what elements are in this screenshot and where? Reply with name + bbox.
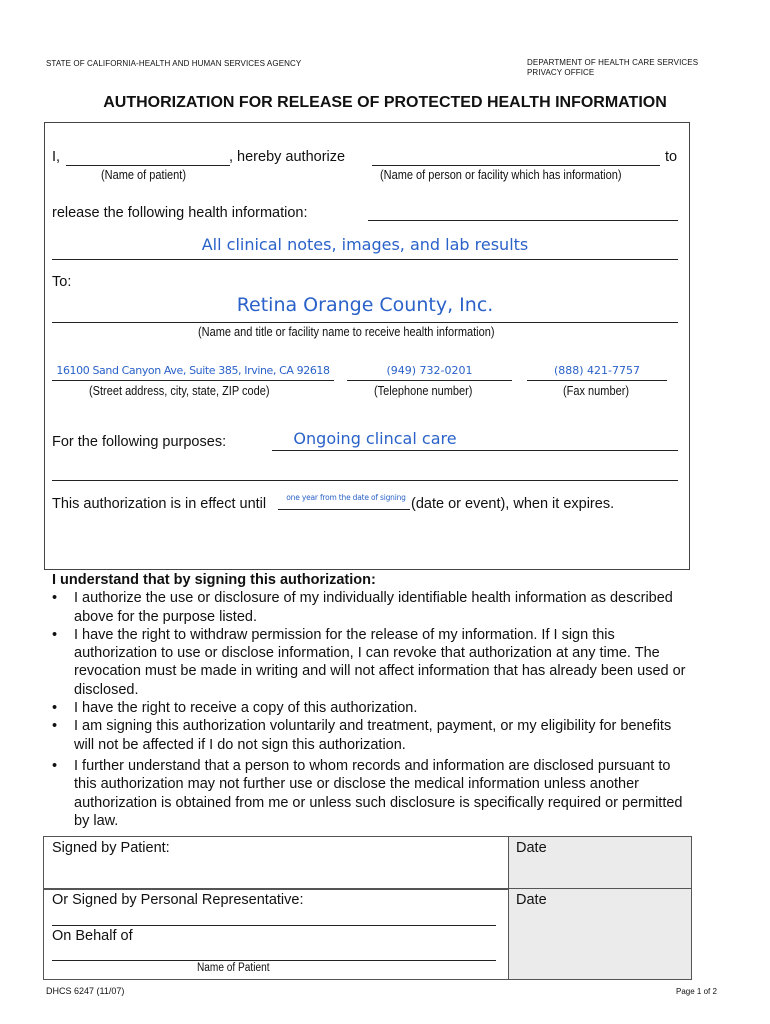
authorize-label: , hereby authorize <box>229 149 346 165</box>
purpose-line <box>272 450 678 451</box>
understand-section <box>52 571 692 830</box>
to-label: To: <box>52 274 72 290</box>
understand-item: • I am signing this authorization voluntarily and treatment, payment, or my eligibility for benefits will not be affected if I do not sign this authorization. <box>52 718 672 753</box>
fax-field[interactable]: (888) 421-7757 <box>553 364 641 377</box>
purpose-field[interactable]: Ongoing clincal care <box>293 429 457 448</box>
purpose-label: For the following purposes: <box>52 434 227 450</box>
name-of-patient-caption: Name of Patient <box>197 962 270 974</box>
health-info-field[interactable]: All clinical notes, images, and lab results <box>201 235 529 254</box>
patient-signature-label: Signed by Patient: <box>52 840 170 856</box>
behalf-line[interactable] <box>52 960 496 961</box>
behalf-label: On Behalf of <box>52 928 133 944</box>
patient-name-field[interactable] <box>66 165 230 166</box>
page-number: Page 1 of 2 <box>676 987 717 996</box>
effect-field[interactable]: one year from the date of signing <box>286 493 406 502</box>
understand-item: • I have the right to withdraw permission for the release of my information. If I sign this authorization to use or disclose information, I can revoke that authorization at any time. The revocation must be made in writing and will not affect information that has already been used or disclosed. <box>52 626 686 698</box>
date-label: Date <box>516 892 547 908</box>
recipient-caption: (Name and title or facility name to receive health information) <box>198 325 495 339</box>
understand-item: • I have the right to receive a copy of this authorization. <box>52 700 418 717</box>
address-caption: (Street address, city, state, ZIP code) <box>89 384 270 398</box>
effect-label: This authorization is in effect until <box>52 496 267 512</box>
understand-item: • I authorize the use or disclosure of my individually identifiable health information as described above for the purpose listed. <box>52 590 673 625</box>
agency-header: STATE OF CALIFORNIA-HEALTH AND HUMAN SERVICES AGENCY <box>46 59 302 68</box>
recipient-line <box>52 322 678 323</box>
bullet-icon: • <box>52 626 58 643</box>
address-line <box>52 380 334 381</box>
department-header: DEPARTMENT OF HEALTH CARE SERVICES <box>527 58 699 67</box>
to-suffix: to <box>665 149 678 165</box>
rep-signature-line <box>52 925 496 926</box>
phone-field[interactable]: (949) 732-0201 <box>386 364 473 377</box>
understand-heading: I understand that by signing this authorization: <box>52 572 376 588</box>
office-header: PRIVACY OFFICE <box>527 68 595 77</box>
form-title: AUTHORIZATION FOR RELEASE OF PROTECTED HEALTH INFORMATION <box>103 94 667 111</box>
health-info-line <box>52 259 678 260</box>
fax-line <box>527 380 667 381</box>
form-id: DHCS 6247 (11/07) <box>46 986 125 996</box>
i-label: I, <box>52 149 61 165</box>
fax-caption: (Fax number) <box>563 384 630 398</box>
bullet-icon: • <box>52 757 58 774</box>
understand-item: • I further understand that a person to whom records and information are disclosed pursuant to this authorization may not further use or disclose the medical information unless another authorization is obtained from me or unless such disclosure is specifically required or permitted by law. <box>52 757 683 829</box>
rep-signature-label: Or Signed by Personal Representative: <box>52 892 304 908</box>
date-label: Date <box>516 840 547 856</box>
effect-line <box>278 509 410 510</box>
phone-caption: (Telephone number) <box>374 384 473 398</box>
holder-caption: (Name of person or facility which has information) <box>380 168 622 182</box>
bullet-icon: • <box>52 590 58 607</box>
address-field[interactable]: 16100 Sand Canyon Ave, Suite 385, Irvine, CA 92618 <box>56 364 330 377</box>
patient-caption: (Name of patient) <box>101 168 186 182</box>
holder-name-field[interactable] <box>372 165 660 166</box>
phone-line <box>347 380 512 381</box>
recipient-field[interactable]: Retina Orange County, Inc. <box>236 294 494 316</box>
effect-suffix: (date or event), when it expires. <box>411 496 615 512</box>
release-field-line <box>368 220 678 221</box>
bullet-icon: • <box>52 718 58 735</box>
purpose-line-2 <box>52 480 678 481</box>
bullet-icon: • <box>52 700 58 717</box>
release-label: release the following health information: <box>52 205 308 221</box>
